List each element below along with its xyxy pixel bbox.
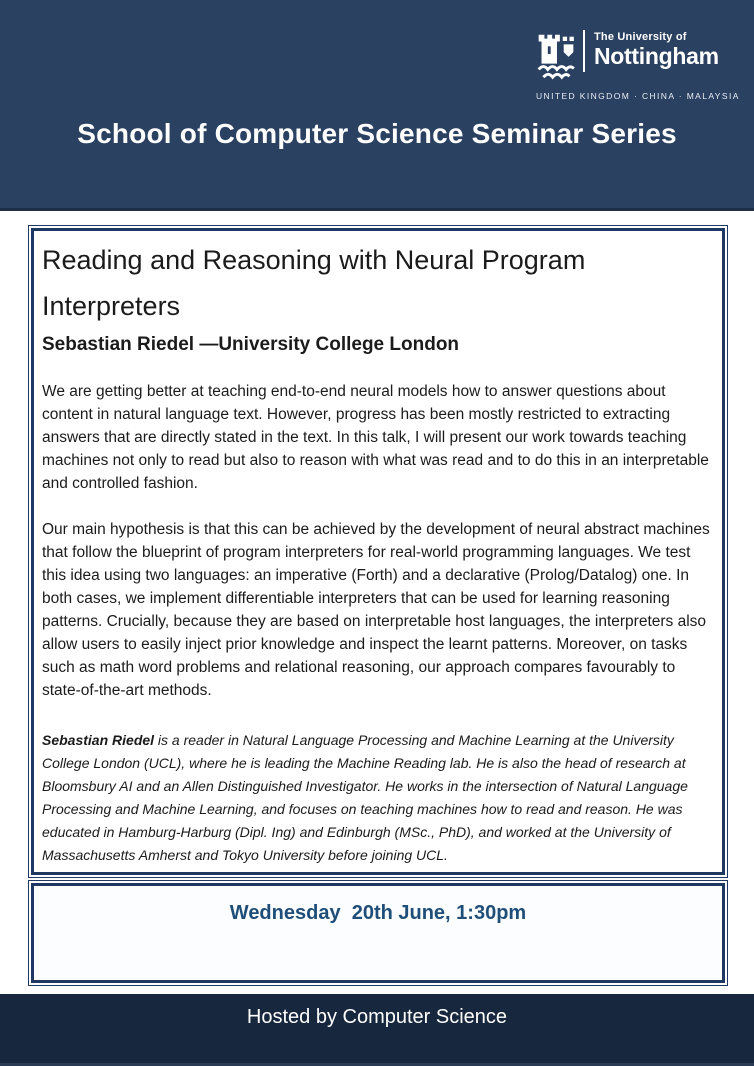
logo-campuses: UNITED KINGDOM · CHINA · MALAYSIA	[536, 91, 740, 101]
talk-details-box	[28, 225, 728, 878]
nottingham-castle-icon	[536, 28, 576, 82]
logo-divider	[583, 30, 585, 72]
talk-title: Reading and Reasoning with Neural Program Interpreters	[42, 245, 586, 321]
speaker-bio-text: is a reader in Natural Language Processing and Machine Learning at the University College London (UCL), where he is leading the Machine Reading lab. He is also the head of research at Bloomsbury AI and an Allen Distinguished Investigator. He works in the intersection of Natural Language Processing and Machine Learning, and focuses on teaching machines how to read and reason. He was educated in Hamburg-Harburg (Dipl. Ing) and Edinburgh (MSc., PhD), and worked at the University of Massachusetts Amherst and Tokyo University before joining UCL.	[42, 732, 688, 863]
logo-university-name: Nottingham	[594, 43, 719, 69]
footer-banner	[0, 994, 754, 1066]
seminar-series-title: School of Computer Science Seminar Series	[77, 118, 677, 149]
event-datetime-box	[28, 880, 728, 986]
footer-host-text: Hosted by Computer Science	[246, 1006, 508, 1028]
speaker-bio-name: Sebastian Riedel	[42, 732, 155, 748]
abstract-paragraph-1: We are getting better at teaching end-to-end neural models how to answer questions about content in natural language text. However, progress has been mostly restricted to extracting answers that are directly stated in the text. In this talk, I will present our work towards teaching machines not only to read but also to reason with what was read and to do this in an interpretable and controlled fashion.	[42, 383, 709, 492]
event-datetime: Wednesday 20th June, 1:30pm	[229, 902, 527, 924]
header-banner	[0, 0, 754, 211]
abstract-paragraph-2: Our main hypothesis is that this can be achieved by the development of neural abstract machines that follow the blueprint of program interpreters for real-world programming languages. We test this idea using two languages: an imperative (Forth) and a declarative (Prolog/Datalog) one. In both cases, we implement differentiable interpreters that can be used for learning reasoning patterns. Crucially, because they are based on interpretable host languages, the interpreters also allow users to easily inject prior knowledge and inspect the learnt patterns. Moreover, on tasks such as math word problems and relational reasoning, our approach compares favourably to state-of-the-art methods.	[42, 521, 710, 699]
university-logo	[536, 26, 740, 101]
talk-speaker: Sebastian Riedel —University College London	[42, 334, 460, 355]
speaker-bio	[42, 729, 710, 867]
logo-university-prefix: The University of	[594, 31, 687, 43]
